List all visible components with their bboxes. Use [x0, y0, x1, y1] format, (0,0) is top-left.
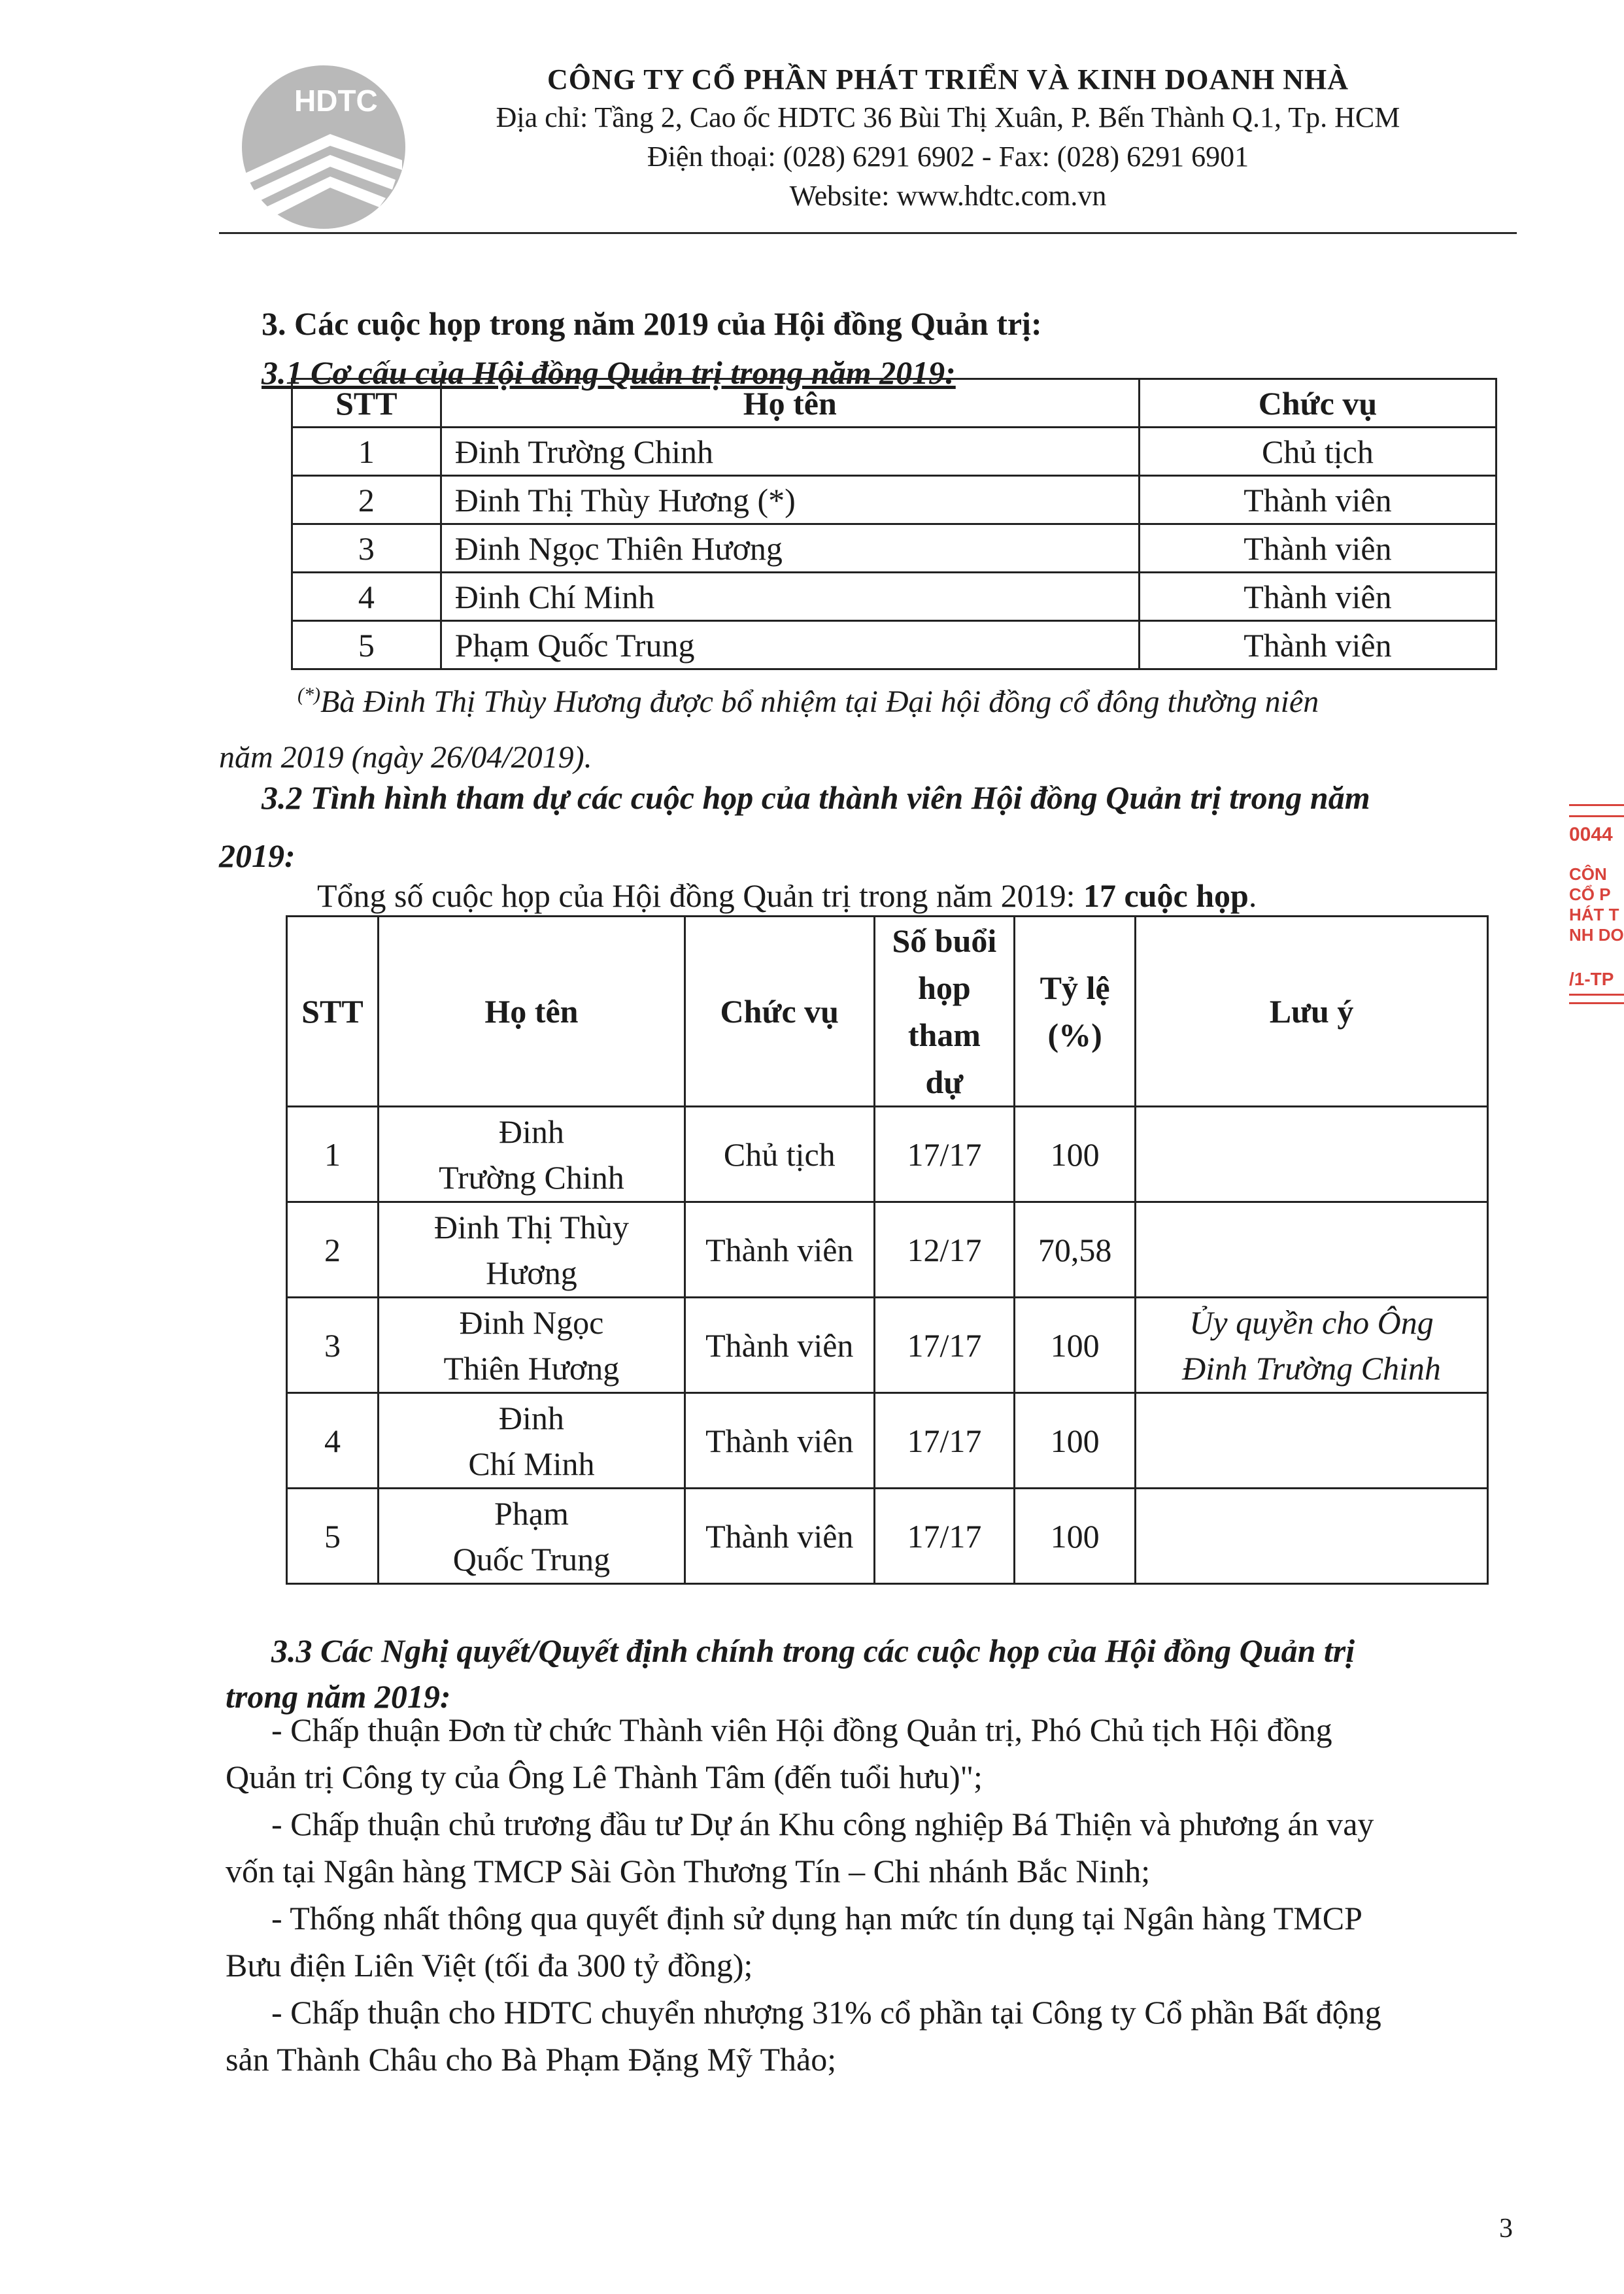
cell-role: Thành viên [685, 1298, 874, 1393]
table-row [287, 1298, 1488, 1393]
section-3-1-title: 3.1 Cơ cấu của Hội đồng Quản trị trong năm 2019: [262, 354, 956, 391]
cell-rate: 100 [1015, 1298, 1136, 1393]
list-item-line: - Chấp thuận chủ trương đầu tư Dự án Khu công nghiệp Bá Thiện và phương án vay [271, 1806, 1374, 1842]
list-item-line: Bưu điện Liên Việt (tối đa 300 tỷ đồng); [226, 1947, 753, 1983]
cell-name [378, 1393, 685, 1489]
cell-note-line: Ủy quyền cho Ông [1189, 1304, 1434, 1341]
cell-name-line: Phạm [494, 1494, 569, 1532]
company-address: Địa chỉ: Tầng 2, Cao ốc HDTC 36 Bùi Thị Xuân, P. Bến Thành Q.1, Tp. HCM [496, 101, 1400, 133]
cell-role: Thành viên [1139, 524, 1496, 573]
table-row [292, 476, 1497, 524]
total-meetings-text: Tổng số cuộc họp của Hội đồng Quản trị trong năm 2019: [317, 877, 1084, 914]
header-name: Họ tên [441, 379, 1139, 428]
stamp-text: CỔ P [1569, 885, 1611, 904]
header-sessions [874, 917, 1015, 1107]
cell-rate: 70,58 [1015, 1202, 1136, 1298]
section-3-3-title-cont: trong năm 2019: [226, 1678, 451, 1715]
cell-sessions: 17/17 [874, 1107, 1015, 1202]
cell-role: Thành viên [1139, 476, 1496, 524]
header-rate-line: (%) [1047, 1017, 1102, 1053]
header-sessions-line: họp [918, 970, 971, 1006]
cell-note [1136, 1202, 1488, 1298]
header-role: Chức vụ [685, 917, 874, 1107]
section-3-3-title: 3.3 Các Nghị quyết/Quyết định chính trong các cuộc họp của Hội đồng Quản trị [271, 1632, 1355, 1669]
cell-note [1136, 1298, 1488, 1393]
cell-note [1136, 1107, 1488, 1202]
cell-note [1136, 1393, 1488, 1489]
cell-name: Đinh Ngọc Thiên Hương [441, 524, 1139, 573]
cell-stt: 5 [287, 1489, 379, 1584]
company-phone: Điện thoại: (028) 6291 6902 - Fax: (028) 6291 6901 [647, 141, 1249, 173]
header-sessions-line: Số buổi [892, 922, 997, 959]
cell-name [378, 1202, 685, 1298]
cell-sessions: 17/17 [874, 1489, 1015, 1584]
cell-name [378, 1298, 685, 1393]
section-3-2-title: 3.2 Tình hình tham dự các cuộc họp của thành viên Hội đồng Quản trị trong năm [262, 779, 1370, 816]
stamp-text: HÁT T [1569, 905, 1619, 924]
list-item-line: sản Thành Châu cho Bà Phạm Đặng Mỹ Thảo; [226, 2041, 837, 2078]
cell-name-line: Trường Chinh [439, 1158, 624, 1196]
cell-rate: 100 [1015, 1107, 1136, 1202]
cell-sessions: 17/17 [874, 1393, 1015, 1489]
board-structure-table [291, 378, 1497, 670]
header-role: Chức vụ [1139, 379, 1496, 428]
cell-name: Đinh Thị Thùy Hương (*) [441, 476, 1139, 524]
list-item [226, 1800, 1507, 1895]
cell-sessions: 12/17 [874, 1202, 1015, 1298]
cell-role: Thành viên [1139, 621, 1496, 669]
table-row [292, 428, 1497, 476]
cell-name-line: Đinh [498, 1399, 564, 1436]
cell-rate: 100 [1015, 1393, 1136, 1489]
cell-name-line: Đinh Thị Thùy [433, 1208, 630, 1245]
logo-text: HDTC [294, 84, 378, 118]
footnote-line2: năm 2019 (ngày 26/04/2019). [219, 740, 592, 775]
cell-stt: 3 [287, 1298, 379, 1393]
page-number: 3 [1499, 2214, 1513, 2244]
table-row [287, 1489, 1488, 1584]
header-name: Họ tên [378, 917, 685, 1107]
company-website: Website: www.hdtc.com.vn [789, 180, 1107, 212]
header-sessions-line: dự [925, 1064, 964, 1100]
total-meetings-line [317, 879, 1257, 912]
cell-role: Thành viên [685, 1202, 874, 1298]
list-item-line: Quản trị Công ty của Ông Lê Thành Tâm (đến tuổi hưu)"; [226, 1759, 983, 1795]
footnote-line1 [297, 685, 1319, 718]
total-meetings-end: . [1248, 877, 1257, 914]
header-stt: STT [287, 917, 379, 1107]
company-stamp [1569, 804, 1624, 1004]
cell-name: Đinh Trường Chinh [441, 428, 1139, 476]
footnote-text: Bà Đinh Thị Thùy Hương được bổ nhiệm tại Đại hội đồng cổ đông thường niên [320, 684, 1319, 719]
header-stt: STT [292, 379, 441, 428]
section-3-title: 3. Các cuộc họp trong năm 2019 của Hội đồng Quản trị: [262, 305, 1042, 342]
list-item-line: - Chấp thuận Đơn từ chức Thành viên Hội đồng Quản trị, Phó Chủ tịch Hội đồng [271, 1712, 1332, 1748]
stamp-text: /1-TP [1569, 969, 1614, 989]
table-row [287, 1107, 1488, 1202]
header-divider [219, 232, 1517, 234]
cell-role: Thành viên [1139, 573, 1496, 621]
cell-stt: 4 [287, 1393, 379, 1489]
cell-role: Thành viên [685, 1393, 874, 1489]
table-row [287, 1393, 1488, 1489]
section-3-2-title-cont: 2019: [219, 837, 296, 874]
cell-stt: 1 [287, 1107, 379, 1202]
stamp-text: NH DO [1569, 925, 1624, 945]
list-item [226, 1895, 1507, 1989]
stamp-text: 0044 [1569, 824, 1613, 845]
header-rate [1015, 917, 1136, 1107]
cell-role: Thành viên [685, 1489, 874, 1584]
cell-name-line: Đinh Ngọc [459, 1304, 604, 1341]
list-item-line: - Thống nhất thông qua quyết định sử dụng hạn mức tín dụng tại Ngân hàng TMCP [271, 1900, 1362, 1936]
list-item [226, 1706, 1507, 1800]
company-name: CÔNG TY CỔ PHẦN PHÁT TRIỂN VÀ KINH DOANH NHÀ [547, 63, 1349, 95]
cell-note [1136, 1489, 1488, 1584]
attendance-table [286, 915, 1489, 1585]
header-note: Lưu ý [1136, 917, 1488, 1107]
cell-stt: 1 [292, 428, 441, 476]
cell-stt: 3 [292, 524, 441, 573]
cell-sessions: 17/17 [874, 1298, 1015, 1393]
cell-note-line: Đinh Trường Chinh [1182, 1349, 1441, 1387]
cell-rate: 100 [1015, 1489, 1136, 1584]
total-meetings-value: 17 cuộc họp [1083, 877, 1249, 914]
cell-name-line: Đinh [498, 1113, 564, 1150]
cell-name-line: Quốc Trung [452, 1540, 611, 1577]
table-row [292, 621, 1497, 669]
cell-stt: 5 [292, 621, 441, 669]
resolutions-list [226, 1706, 1507, 2083]
cell-name [378, 1489, 685, 1584]
table-row [292, 573, 1497, 621]
cell-name: Phạm Quốc Trung [441, 621, 1139, 669]
footnote-mark: (*) [297, 684, 320, 705]
cell-role: Chủ tịch [685, 1107, 874, 1202]
table-header-row [292, 379, 1497, 428]
table-row [292, 524, 1497, 573]
cell-name: Đinh Chí Minh [441, 573, 1139, 621]
header-sessions-line: tham [907, 1017, 981, 1053]
cell-name-line: Chí Minh [468, 1445, 595, 1482]
cell-name-line: Hương [486, 1254, 577, 1291]
cell-name-line: Thiên Hương [443, 1349, 620, 1387]
cell-name [378, 1107, 685, 1202]
cell-stt: 2 [292, 476, 441, 524]
list-item-line: - Chấp thuận cho HDTC chuyển nhượng 31% cổ phần tại Công ty Cổ phần Bất động [271, 1994, 1381, 2031]
stamp-text: CÔN [1569, 864, 1607, 884]
list-item-line: vốn tại Ngân hàng TMCP Sài Gòn Thương Tín – Chi nhánh Bắc Ninh; [226, 1853, 1151, 1889]
cell-stt: 4 [292, 573, 441, 621]
cell-stt: 2 [287, 1202, 379, 1298]
table-header-row [287, 917, 1488, 1107]
header-rate-line: Tỷ lệ [1040, 970, 1110, 1006]
table-row [287, 1202, 1488, 1298]
list-item [226, 1989, 1507, 2083]
cell-role: Chủ tịch [1139, 428, 1496, 476]
